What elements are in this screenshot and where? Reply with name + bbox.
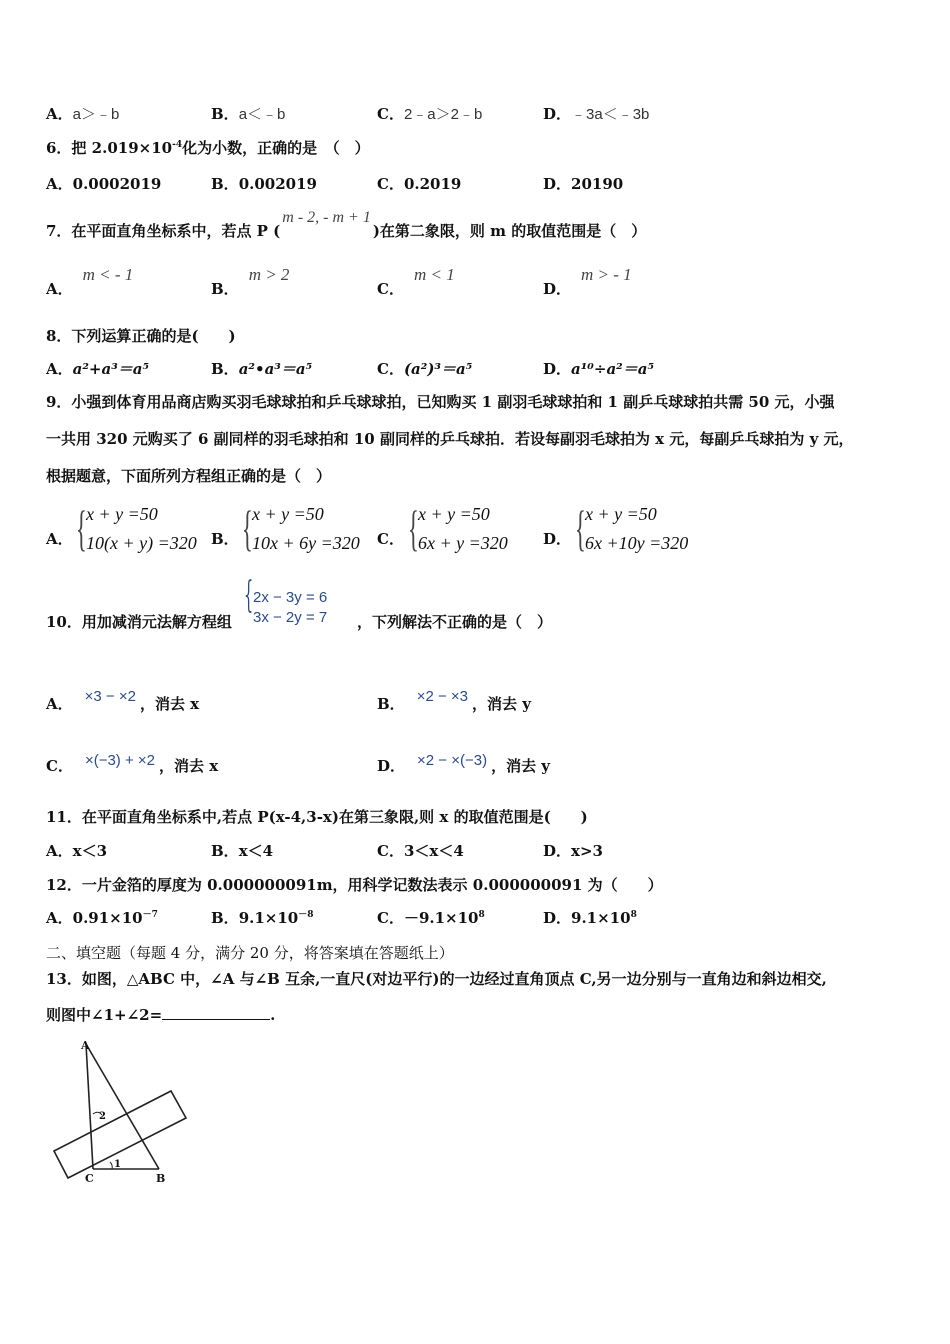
q7-option-c[interactable]: C．m < 1 [377,265,455,298]
q5-option-b[interactable] [211,103,285,124]
option-text: a＞﹣b [72,106,120,123]
q7-option-b[interactable]: B．m > 2 [211,265,290,298]
q13-stem-line2: 则图中∠1+∠2= . [46,1006,276,1024]
q8-option-c[interactable]: C．(a²)³＝a⁵ [377,360,473,378]
option-letter: D． [543,105,572,123]
q10-option-d[interactable]: D． ×2 − ×(−3) ，消去 y [377,752,551,775]
q12-option-d[interactable]: D．$9.1\times 10^8$ [543,909,637,927]
option-text: a＜﹣b [238,106,286,123]
q6-stem: 6．把 $2.019\times 10^{-4}$化为小数，正确的是 （ ） [46,139,370,157]
q10-option-a[interactable]: A． ×3 − ×2 ，消去 x [46,688,200,713]
option-letter: B． [211,105,239,123]
q9-option-a-letter[interactable]: A． [46,530,73,548]
q12-stem: 12．一片金箔的厚度为 0.000000091m，用科学记数法表示 0.000000091 为（ ） [46,876,663,894]
q12-option-c[interactable]: C．$-9.1\times 10^8$ [377,909,485,927]
q9-option-d-letter[interactable]: D． [543,530,572,548]
q12-option-b[interactable]: B．$9.1\times 10^{-8}$ [211,909,314,927]
q13-stem-line1: 13．如图，△ABC 中，∠A 与∠B 互余,一直尺(对边平行)的一边经过直角顶点 C,另一边分别与一直角边和斜边相交, [46,970,827,988]
q8-stem: 8．下列运算正确的是( ) [46,327,236,345]
q8-option-a[interactable]: A．a²+a³＝a⁵ [46,360,150,378]
angle-label-2: 2 [99,1111,106,1122]
option-letter: A． [46,105,73,123]
q10-option-c[interactable]: C． ×(−3) + ×2 ，消去 x [46,752,219,775]
section-heading: 二、填空题（每题 4 分，满分 20 分，将答案填在答题纸上） [46,944,454,962]
q9-option-c-system[interactable]: { x + y =50 6x + y =320 [408,500,508,556]
q12-option-a[interactable]: A．$0.91\times 10^{-7}$ [46,909,158,927]
q9-option-b-system[interactable]: { x + y =50 10x + 6y =320 [242,500,360,556]
q7-option-d[interactable]: D．m > - 1 [543,265,632,298]
q8-option-d[interactable]: D．a¹⁰÷a²＝a⁵ [543,360,655,378]
brace-icon: { [244,575,254,616]
q6-option-b[interactable]: B．0.002019 [211,175,317,193]
answer-blank[interactable] [162,1005,270,1020]
q11-option-b[interactable]: B．x＜4 [211,842,274,860]
q8-option-b[interactable]: B．a²•a³＝a⁵ [211,360,313,378]
q7-option-a[interactable]: A．m < - 1 [46,265,134,298]
q11-option-c[interactable]: C．3＜x＜4 [377,842,464,860]
q6-option-d[interactable]: D．20190 [543,175,624,193]
q9-option-c-letter[interactable]: C． [377,530,404,548]
triangle-ruler-figure [46,1036,196,1186]
angle-label-1: 1 [114,1159,121,1170]
vertex-label-a: A [81,1039,90,1052]
q7-point-expression: m - 2, - m + 1 [282,209,371,226]
q10-stem-pre: 10．用加减消元法解方程组 [46,613,232,631]
vertex-label-b: B [156,1172,166,1185]
q6-option-a[interactable]: A．0.0002019 [46,175,162,193]
option-text: 2﹣a＞2﹣b [403,106,483,123]
angle-1-arc [110,1162,112,1169]
q9-stem: 9．小强到体育用品商店购买羽毛球球拍和乒乓球球拍，已知购买 1 副羽毛球球拍和 1 副乒乓球球拍共需 50 元，小强 一共用 320 元购买了 6 副同样的羽毛球拍和 10 副同样的乒乓球拍．若设每副羽毛球拍为 x 元，每副乒乓球拍为 y 元， 根据题意，下面所列方程组正确的是（ ） [46,393,854,485]
q11-option-d[interactable]: D．x>3 [543,842,603,860]
q10-system: { 2x − 3y = 6 3x − 2y = 7 [244,575,328,626]
q5-option-a[interactable] [46,103,119,124]
vertex-label-c: C [85,1172,94,1185]
q9-option-a-system[interactable]: { x + y =50 10(x + y) =320 [76,500,197,556]
q11-option-a[interactable]: A．x＜3 [46,842,108,860]
side-ac [86,1044,93,1169]
q5-option-d[interactable] [543,103,649,124]
q9-option-b-letter[interactable]: B． [211,530,239,548]
q10-option-b[interactable]: B． ×2 − ×3 ，消去 y [377,688,531,713]
q5-option-c[interactable] [377,103,482,124]
q7-stem: 7．在平面直角坐标系中，若点 P (m - 2, - m + 1)在第二象限，则 m 的取值范围是（ ） [46,209,647,240]
option-letter: C． [377,105,404,123]
q9-option-d-system[interactable]: { x + y =50 6x +10y =320 [575,500,689,556]
option-text: ﹣3a＜﹣3b [571,106,650,123]
q10-stem-post: ，下列解法不正确的是（ ） [357,613,553,631]
q6-option-c[interactable]: C．0.2019 [377,175,462,193]
q11-stem: 11．在平面直角坐标系中,若点 P(x-4,3-x)在第三象限,则 x 的取值范围是( ) [46,808,588,826]
